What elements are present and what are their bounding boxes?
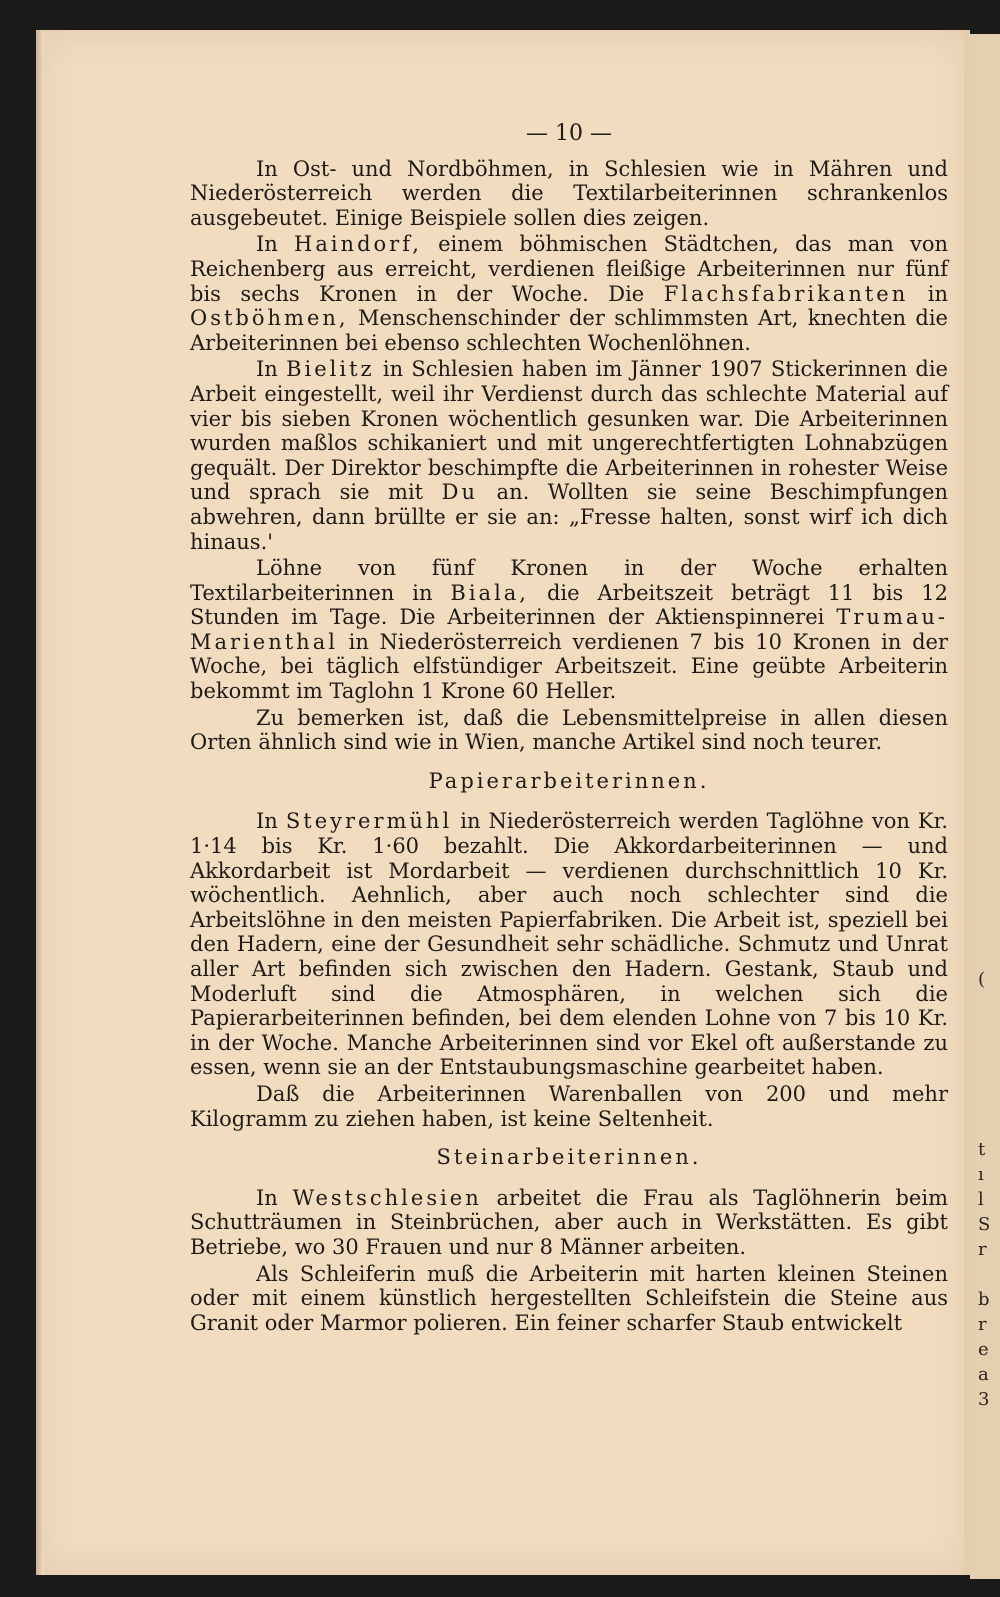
page-binding-edge [36,30,44,1575]
page-text [190,122,948,1337]
paragraph: In Ost- und Nordböhmen, in Schlesien wie in Mähren und Niederösterreich werden die Textilarbeiterinnen schrankenlos ausgebeutet. Einige Beispiele sollen dies zeigen. [190,156,948,230]
next-page-fragment: r [978,1314,987,1335]
paragraph: Als Schleiferin muß die Arbeiterin mit harten kleinen Steinen oder mit einem künstlich hergestellten Schleifstein die Steine aus Granit oder Marmor polieren. Ein feiner scharfer Staub entwickelt [190,1261,948,1335]
place-name: Ostböhmen, [190,306,349,331]
place-name: Haindorf, [294,232,422,257]
paragraph: In Haindorf, einem böhmischen Städtchen, das man von Reichenberg aus erreicht, verdienen fleißige Arbeiterinnen nur fünf bis sechs Kronen in der Woche. Die Flachsfabrikanten in Ostböhmen, Menschenschinder der schlimmsten Art, knechten die Arbeiterinnen bei ebenso schlechten Wochenlöhnen. [190,232,949,355]
paragraph: Zu bemerken ist, daß die Lebensmittelpreise in allen diesen Orten ähnlich sind wie in Wien, manche Artikel sind noch teurer. [190,705,948,755]
next-page-fragment: S [978,1214,991,1235]
next-page-edge [970,34,1000,1579]
place-name: Steyrermühl [285,809,453,834]
paragraph: Löhne von fünf Kronen in der Woche erhalten Textilarbeiterinnen in Biala, die Arbeitszeit beträgt 11 bis 12 Stunden im Tage. Die Arbeiterinnen der Aktienspinnerei Trumau-Marienthal in Niederösterreich verdienen 7 bis 10 Kronen in der Woche, bei täglich elfstündiger Arbeitszeit. Eine geübte Arbeiterin bekommt im Taglohn 1 Krone 60 Heller. [190,556,948,704]
next-page-fragment: b [978,1289,990,1310]
place-name: Biala, [450,580,529,605]
next-page-fragment: e [978,1339,989,1360]
next-page-fragment: t [978,1139,986,1160]
next-page-fragment: 3 [978,1389,990,1410]
next-page-fragment: ı [978,1164,984,1185]
paragraph: In Bielitz in Schlesien haben im Jänner 1907 Stickerinnen die Arbeit eingestellt, weil ihr Verdienst durch das schlechte Material auf vier bis sieben Kronen wöchentlich gesunken war. Die Arbeiterinnen wurden maßlos schikaniert und mit ungerechtfertigten Lohnabzügen gequält. Der Direktor beschimpfte die Arbeiterinnen in rohester Weise und sprach sie mit Du an. Wollten sie seine Beschimpfungen abwehren, dann brüllte er sie an: „Fresse halten, sonst wirf ich dich hinaus.' [190,357,948,554]
paragraph: In Steyrermühl in Niederösterreich werden Taglöhne von Kr. 1·14 bis Kr. 1·60 bezahlt. Die Akkordarbeiterinnen — und Akkordarbeit ist Mordarbeit — verdienen durchschnittlich 10 Kr. wöchentlich. Aehnlich, aber auch noch schlechter sind die Arbeitslöhne in den meisten Papierfabriken. Die Arbeit ist, speziell bei den Hadern, eine der Gesundheit sehr schädliche. Schmutz und Unrat aller Art befinden sich zwischen den Hadern. Gestank, Staub und Moderluft sind die Atmosphären, in welchen sich die Papierarbeiterinnen befinden, bei dem elenden Lohne von 7 bis 10 Kr. in der Woche. Manche Arbeiterinnen sind vor Ekel oft außerstande zu essen, wenn sie an der Entstaubungsmaschine gearbeitet haben. [190,809,949,1080]
next-page-fragment: r [978,1239,987,1260]
place-name: Westschlesien [292,1185,482,1210]
paragraph: Daß die Arbeiterinnen Warenballen von 200 und mehr Kilogramm zu ziehen haben, ist keine Seltenheit. [190,1081,948,1131]
next-page-fragment: ( [978,969,986,990]
next-page-fragment: l [978,1189,984,1210]
page-number: — 10 — [526,121,612,146]
section-heading: Steinarbeiterinnen. [436,1145,702,1170]
emphasis: Flachsfabrikanten [663,281,909,306]
section-heading: Papierarbeiterinnen. [428,768,710,793]
place-name: Trumau-Marienthal [190,605,948,654]
paragraph: In Westschlesien arbeitet die Frau als Taglöhnerin beim Schutträumen in Steinbrüchen, aber auch in Werkstätten. Es gibt Betriebe, wo 30 Frauen und nur 8 Männer arbeiten. [190,1185,948,1259]
page-right-edge [964,30,970,1575]
place-name: Bielitz [286,357,375,382]
next-page-fragment: a [978,1364,989,1385]
emphasis: Du [441,480,479,505]
